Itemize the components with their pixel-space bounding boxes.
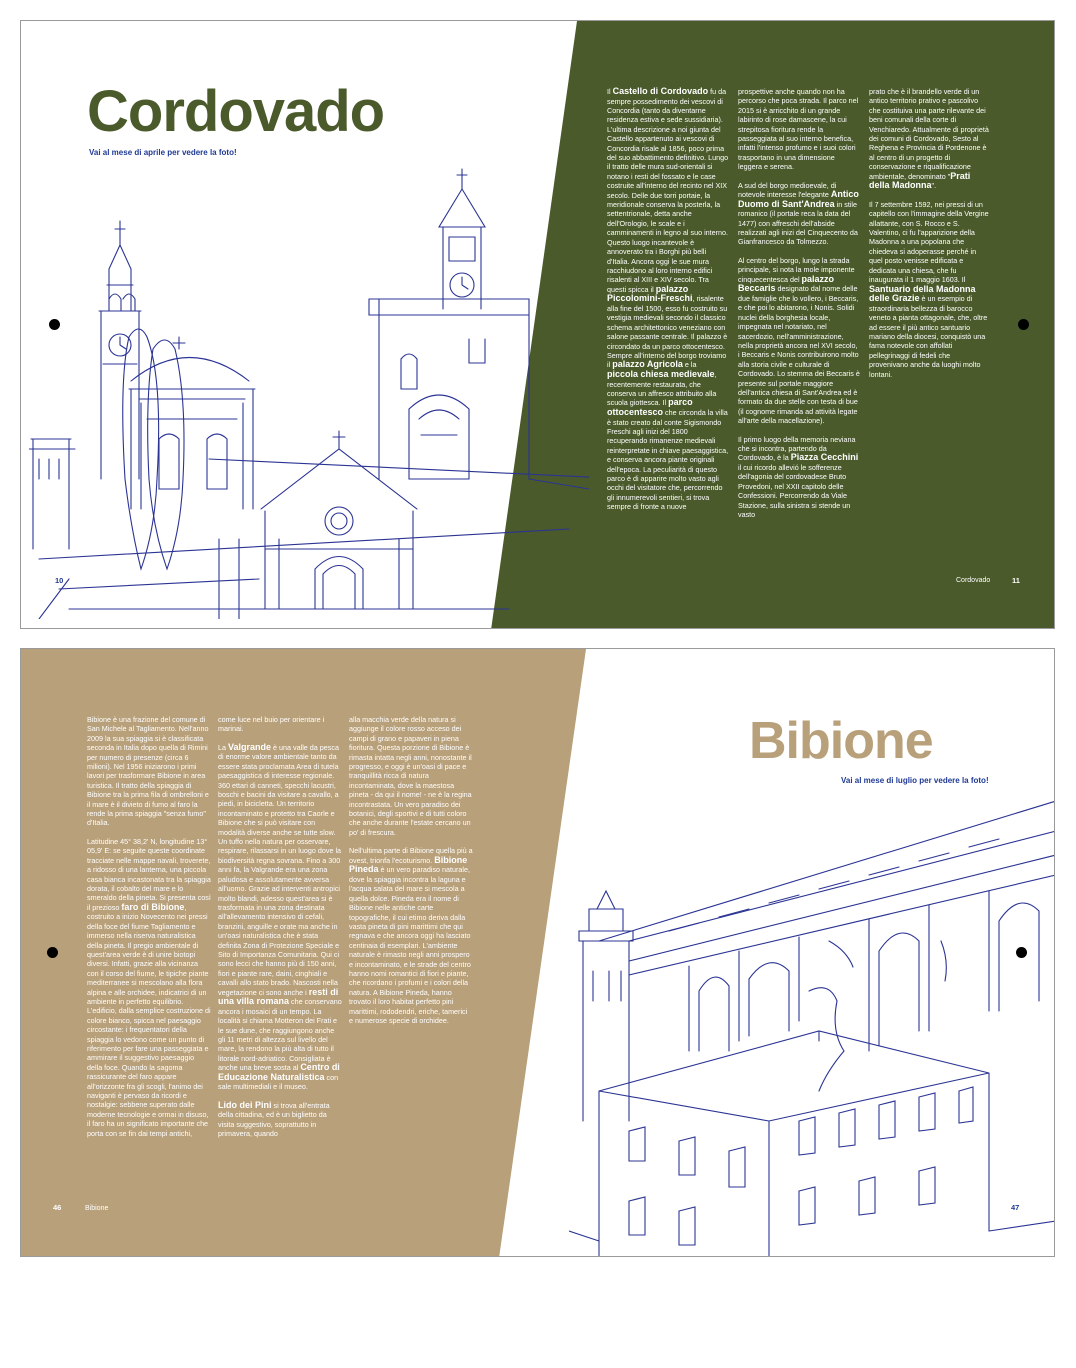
- text-column-2: [738, 87, 860, 528]
- text-run: il cui ricordo allevió le sofferenze dell'agonia del cordovadese Bruto Provedoni, nel XXII capitolo delle Confessioni. Percorrendo da Viale Stazione, sulla sinistra si stende un vasto: [738, 462, 851, 519]
- text-column-2: [218, 715, 342, 1148]
- paragraph: [218, 743, 342, 1092]
- highlight-term: Castello di Cordovado: [612, 86, 709, 96]
- page-number-left: 46: [53, 1203, 62, 1212]
- highlight-term: piccola chiesa medievale: [607, 368, 715, 379]
- text-run: con sale multimediali e il museo.: [218, 1072, 339, 1092]
- highlight-term: Santuario della Madonna delle Grazie: [869, 283, 976, 304]
- text-run: che conservano ancora i mosaici di un tempo. La località si chiama Motteron dei Frati e le sue dune, che raggiungono anche gli 11 metri di altezza sul livello del mare, la rendono la più alta di tutto il litorale nord-adriatico. Consigliata è anche una breve sosta al: [218, 997, 342, 1073]
- cordovado-spread: [20, 20, 1055, 629]
- text-column-3: [349, 715, 473, 1034]
- text-run: e la: [682, 360, 697, 370]
- text-run: si trova all'entrata della cittadina, ed è un biglietto da visita suggestivo, soprattutto in primavera, quando: [218, 1100, 330, 1139]
- text-run: è un vero paradiso naturale, dove la spiaggia incontra la laguna e l'acqua salata del mare si mescola a quella dolce. Pineda era il nome di Bibione nelle antiche carte topografiche, il cui etimo deriva dalla vasta pineta di pini marittimi che qui regnava e che ancora oggi ha lasciato centinaia di esemplari. L'ambiente naturale è rimasto negli anni prospero e incontaminato, e le strade del centro hanno nomi romantici di fiori e piante, che ricordano i profumi e i colori della natura. A Bibione Pineda, hanno trovato il loro habitat perfetto pini marittimi, rododendri, eriche, tamerici e numerose specie di orchidee.: [349, 865, 471, 1025]
- paragraph: [738, 256, 860, 426]
- page-number-left: 10: [55, 576, 64, 585]
- text-run: Il primo luogo della memoria neviana che si incontra, partendo da Cordovado, è la: [738, 434, 856, 463]
- paragraph: come luce nel buio per orientare i marinai.: [218, 715, 325, 734]
- highlight-term: Bibione Pineda: [349, 854, 468, 875]
- photo-hint-post: per vedere la foto!: [917, 776, 989, 785]
- highlight-term: Centro di Educazione Naturalistica: [218, 1062, 340, 1082]
- highlight-term: palazzo Agricola: [612, 359, 683, 370]
- paragraph: [607, 87, 729, 512]
- highlight-term: Piazza Cecchini: [790, 452, 859, 463]
- text-run: A sud del borgo medioevale, di notevole interesse l'elegante: [738, 180, 837, 200]
- text-run: Al centro del borgo, lungo la strada principale, si nota la mole imponente cinquecentesca del: [738, 255, 855, 284]
- paragraph: Bibione è una frazione del comune di San Michele al Tagliamento. Nell'anno 2009 la sua spiaggia si è classificata seconda in Italia dopo quella di Rimini per numero di presenze (circa 6 milioni). Nel 1956 iniziarono i primi lavori per trasformare Bibione in area turistica. Il tratto della spiaggia di Bibione tra la prima fila di ombrelloni e il mare è il divieto di fumo al faro la rende la prima spiaggia "senza fumo" d'Italia.: [87, 715, 209, 828]
- paragraph: [87, 837, 211, 1138]
- text-run: è un esempio di straordinaria bellezza di barocco veneto a pianta ottagonale, che, oltre ad essere il più antico santuario mariano della diocesi, conquistò una fama notevole con affollati pellegrinaggi di fedeli che provenivano anche da luoghi molto lontani.: [869, 294, 988, 379]
- photo-hint-pre: Vai al mese di: [89, 148, 144, 157]
- highlight-term: palazzo Piccolomini-Freschi: [607, 283, 693, 304]
- highlight-term: parco ottocentesco: [607, 397, 693, 417]
- bibione-spread: [20, 648, 1055, 1257]
- paragraph: [738, 181, 860, 247]
- text-run: Latitudine 45° 38,2' N, longitudine 13° 05,9' E: se seguite queste coordinate tracciate nelle mappe navali, troverete, a ridosso di una lanterna, una piccola casa bianca incastonata tra la spiaggia dorata, il cobalto del mare e lo smeraldo della pineta. Si presenta così il prezioso: [87, 836, 211, 912]
- text-run: in stile romanico (il portale reca la data del 1477) con affreschi dell'abside realizzati agli inizi del Cinquecento da Gianfrancesco da Tolmezzo.: [738, 199, 858, 247]
- highlight-term: Prati della Madonna: [869, 170, 971, 191]
- cordovado-church-sketch: [29, 149, 589, 619]
- text-column-1: [607, 87, 729, 521]
- text-run: è una valle da pesca di enorme valore ambientale tanto da essere stata proclamata Area di tutela paesaggistica di interesse regionale. 360 ettari di canneti, specchi lacustri, boschi e bacini da visitare a cavallo, a piedi, in bicicletta. Un territorio incontaminato e protetto tra Caorle e Bibione che si può visitare con modalità diverse anche se tutte slow. Un tuffo nella natura per osservare, respirare, rilassarsi in un luogo dove la biodiversità regna sovrana. Fino a 300 anni fa, la Valgrande era una zona paludosa e assolutamente avversa all'uomo. Grazie ad interventi antropici molto blandi, adesso quest'area si è trasformata in una zona destinata all'allevamento intensivo di cefali, branzini, anguille e orate ma anche in un'oasi naturalistica che è stata definita Zona di Protezione Speciale e Sito di Importanza Comunitaria. Qui ci sono lecci che hanno più di 150 anni, fiori e piante rare, daini, cinghiali e cavalli allo stato brado. Nascosti nella vegetazione ci sono anche i: [218, 742, 342, 997]
- highlight-term: palazzo Beccaris: [738, 273, 835, 294]
- binder-hole-left: [47, 947, 58, 958]
- bibione-building-sketch: [569, 791, 1055, 1257]
- text-run: ".: [931, 181, 937, 191]
- text-run: che circonda la villa è stato creato dal conte Sigismondo Freschi agli inizi del 1800 recuperando rimanenze medievali reinterpretate in chiave paesaggistica, e conserva ancora piante originali dell'epoca. La peculiarità di questo parco è di apparire molto vasto agli occhi del visitatore che, percorrendo gli innumerevoli sentieri, si trova sempre di fronte a nuove: [607, 407, 729, 512]
- page-title: Cordovado: [87, 79, 385, 144]
- page-title: Bibione: [749, 712, 933, 770]
- paragraph: [349, 846, 473, 1025]
- text-column-1: [87, 715, 211, 1147]
- highlight-term: resti di una villa romana: [218, 986, 339, 1007]
- paragraph: [738, 435, 860, 520]
- photo-hint: [841, 776, 989, 785]
- paragraph: alla macchia verde della natura si aggiunge il colore rosso acceso dei campi di grano e papaveri in piena fioritura. Questa porzione di Bibione è rimasta intatta negli anni, nonostante il progresso, e oggi è un'oasi di pace e tranquillità ricca di natura incontaminata, dove la maestosa pineta - da qui il nome! - ne è la regina incontrastata. Un vero paradiso dei botanici, degli sportivi e di tutti coloro che anche durante l'estate cercano un po' di frescura.: [349, 715, 472, 837]
- binder-hole-right: [1018, 319, 1029, 330]
- footer-label: Cordovado: [956, 577, 991, 584]
- text-run: Il 7 settembre 1592, nei pressi di un capitello con l'immagine della Vergine allattante, con S. Rocco e S. Valentino, ci fu l'apparizione della Madonna a una popolana che chiedeva si adoperasse perché in quel posto venisse edificata e dedicata una chiesa, che fu inaugurata il 1 maggio 1603. Il: [869, 199, 989, 285]
- text-run: designato dal nome delle due famiglie che lo vollero, i Beccaris, e che poi lo abitarono, i Nonis. Solidi nuclei della borghesia locale, impegnata nel notariato, nel sacerdozio, nell'amministrazione, nella proprietà ancora nel XVI secolo, i Beccaris e Nonis contribuirono molto alla storia civile e culturale di Cordovado. Lo stemma dei Beccaris è presente sul portale maggiore dell'antica chiesa di Sant'Andrea ed è formato da due stelle con testa di bue (il cognome rimanda ad attività legate all'arte della macellazione).: [738, 284, 860, 426]
- paragraph: [218, 1101, 342, 1139]
- highlight-term: Lido dei Pini: [218, 1099, 272, 1110]
- binder-hole-left: [49, 319, 60, 330]
- text-run: fu da sempre possedimento dei vescovi di Concordia (tanto da diventarne residenza estiva e sede sussidiaria). L'ultima descrizione a noi giunta del Castello appartenuto ai vescovi di Concordia risale al 1856, poco prima del suo abbattimento definitivo. Lungo il tratto delle mura sud-orientali si notano i resti del fossato e le case costruite all'interno del recinto nel XIX secolo. Delle due torri portaie, la meridionale conserva la posterla, la settentrionale, detta anche dell'Orologio, le scale e i camminamenti in legno al suo interno. Questo luogo incantevole è annoverato tra i Borghi più belli d'Italia. Ancora oggi le sue mura racchiudono al loro interno edifici risalenti al XIII e XIV secolo. Tra questi spicca il: [607, 87, 729, 294]
- text-run: prato che è il brandello verde di un antico territorio prativo e pascolivo che costituiva una parte rilevante dei beni comunali della corte di Venchiaredo. Attualmente di proprietà dei comuni di Cordovado, Sesto al Reghena e Provincia di Pordenone è al centro di un progetto di conservazione e riqualificazione ambientale, denominato ": [869, 87, 989, 181]
- paragraph: prospettive anche quando non ha percorso che poca strada. Il parco nel 2015 si è arricchito di un grande labirinto di rose damascene, la cui strepitosa fioritura rende la passeggiata al suo interno benefica, infatti l'intenso profumo e i suoi colori trasportano in una dimensione leggera e serena.: [738, 87, 859, 172]
- text-run: , recentemente restaurata, che conserva un affresco attribuito alla scuola giottesca. Il: [607, 369, 717, 408]
- photo-hint: [89, 148, 237, 157]
- photo-hint-post: per vedere la foto!: [165, 148, 237, 157]
- footer-label: Bibione: [85, 1205, 109, 1212]
- paragraph: [869, 87, 991, 191]
- highlight-term: Valgrande: [228, 741, 272, 752]
- text-column-3: [869, 87, 991, 388]
- highlight-term: faro di Bibione: [121, 901, 185, 912]
- page-number-right: 11: [1012, 576, 1020, 585]
- paragraph: [869, 200, 991, 379]
- text-run: Il: [607, 87, 613, 96]
- text-run: Nell'ultima parte di Bibione quella più a ovest, trionfa l'ecoturismo.: [349, 846, 473, 865]
- page-number-right: 47: [1011, 1203, 1020, 1212]
- photo-hint-month: aprile: [143, 148, 166, 157]
- photo-hint-month: luglio: [895, 776, 918, 785]
- binder-hole-right: [1016, 947, 1027, 958]
- text-run: , risalente alla fine del 1500, esso fu costruito su vestigia medievali secondo il classico schema architettonico veneziano con salone passante centrale. Il palazzo è circondato da un parco ottocentesco. Sempre all'interno del borgo troviamo il: [607, 294, 728, 370]
- highlight-term: Antico Duomo di Sant'Andrea: [738, 189, 859, 209]
- text-run: , costruito a inizio Novecento nei pressi della foce del fiume Tagliamento e immerso nella riserva naturalistica della pineta. Il pregio ambientale di quest'area verde è di unire biotopi diversi. Infatti, grazie alla vicinanza con il corso del fiume, le tipiche piante mediterranee si mescolano alla flora alpina e alle orchidee, indicatrici di un ambiente in perfetto equilibrio. L'edificio, dalla semplice costruzione di colore bianco, spicca nel paesaggio circostante: i frequentatori della spiaggia lo vedono come un punto di riferimento per fare una passeggiata e ammirare il suggestivo paesaggio della foce. Quando la sagoma rassicurante del faro appare all'orizzonte fra gli scogli, l'animo dei naviganti è pervaso da ricordi e nostalgie: sebbene superato dalle moderne tecnologie e ormai in disuso, il faro ha un significato importante che porta con se fin dai tempi antichi,: [87, 902, 211, 1138]
- photo-hint-pre: Vai al mese di: [841, 776, 896, 785]
- text-run: La: [218, 742, 228, 752]
